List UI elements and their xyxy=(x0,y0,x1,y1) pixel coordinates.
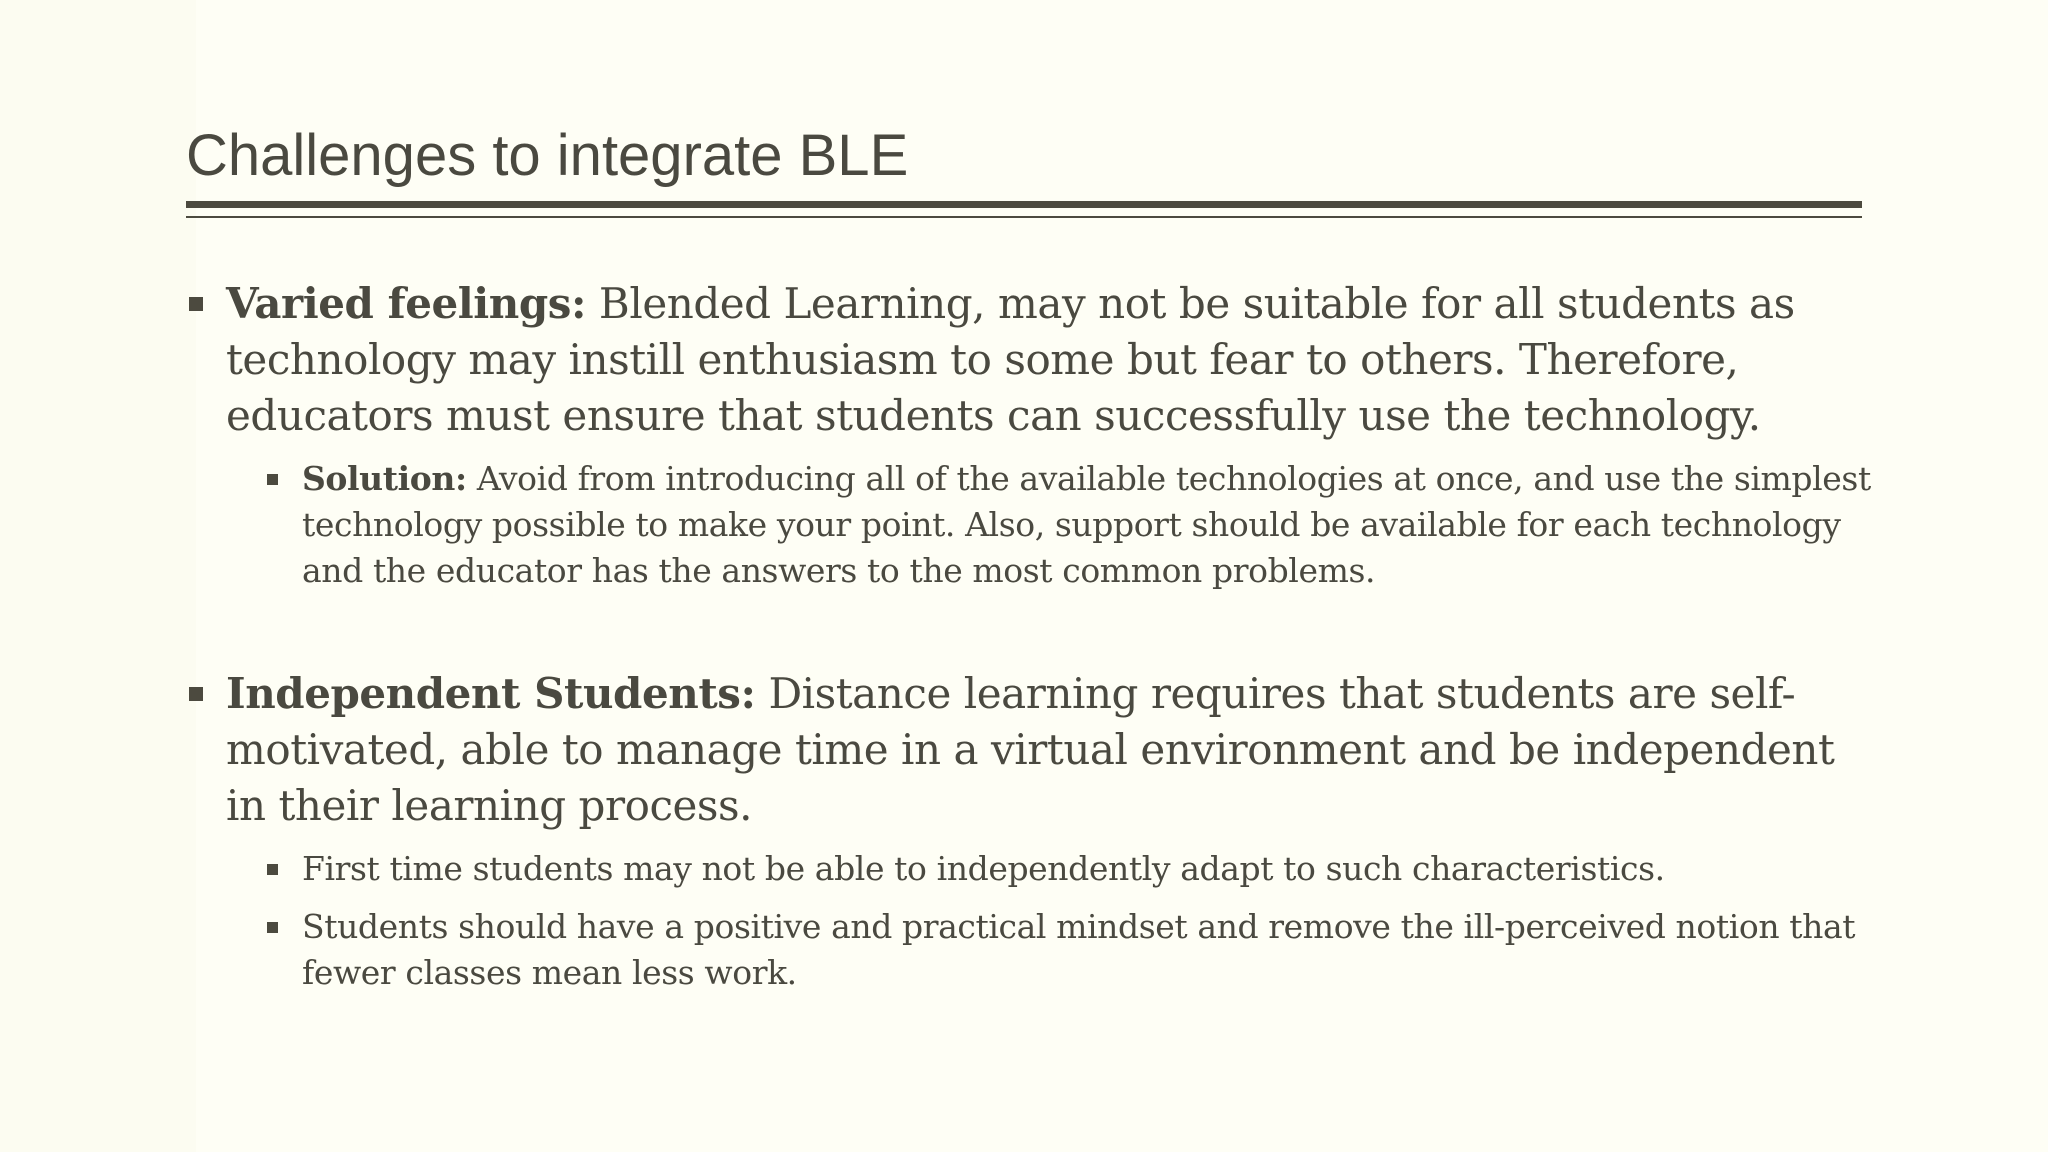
subbullet-positive-mindset xyxy=(302,904,1876,996)
subbullet-text: Students should have a positive and practical mindset and remove the ill-perceived notion that fewer classes mean less work. xyxy=(302,907,1856,992)
slide-body xyxy=(186,276,1876,996)
title-rule-thick xyxy=(186,201,1862,208)
subbullet-solution xyxy=(302,456,1876,594)
bullet-lead: Independent Students: xyxy=(226,669,756,718)
square-bullet-icon xyxy=(189,297,203,311)
subbullet-text: First time students may not be able to independently adapt to such characteristics. xyxy=(302,849,1665,888)
square-bullet-icon xyxy=(189,687,203,701)
bullet-text: Blended Learning, may not be suitable for all students as technology may instill enthusiasm to some but fear to others. Therefore, educators must ensure that students can successfully use the technology. xyxy=(226,279,1795,440)
title-rule-thin xyxy=(186,216,1862,218)
bullet-varied-feelings xyxy=(186,276,1876,444)
square-bullet-icon xyxy=(267,864,278,875)
bullet-lead: Varied feelings: xyxy=(226,279,587,328)
subbullet-first-time-students xyxy=(302,846,1876,892)
square-bullet-icon xyxy=(267,922,278,933)
bullet-independent-students xyxy=(186,666,1876,834)
slide-title: Challenges to integrate BLE xyxy=(186,123,909,188)
subbullet-text: Avoid from introducing all of the available technologies at once, and use the simplest technology possible to make your point. Also, support should be available for each technology and the educator has the answers to the most common problems. xyxy=(302,459,1871,590)
square-bullet-icon xyxy=(267,474,278,485)
left-margin-strip xyxy=(0,0,196,1152)
subbullet-lead: Solution: xyxy=(302,459,467,498)
bullet-text: Distance learning requires that students are self-motivated, able to manage time in a virtual environment and be independent in their learning process. xyxy=(226,669,1835,830)
